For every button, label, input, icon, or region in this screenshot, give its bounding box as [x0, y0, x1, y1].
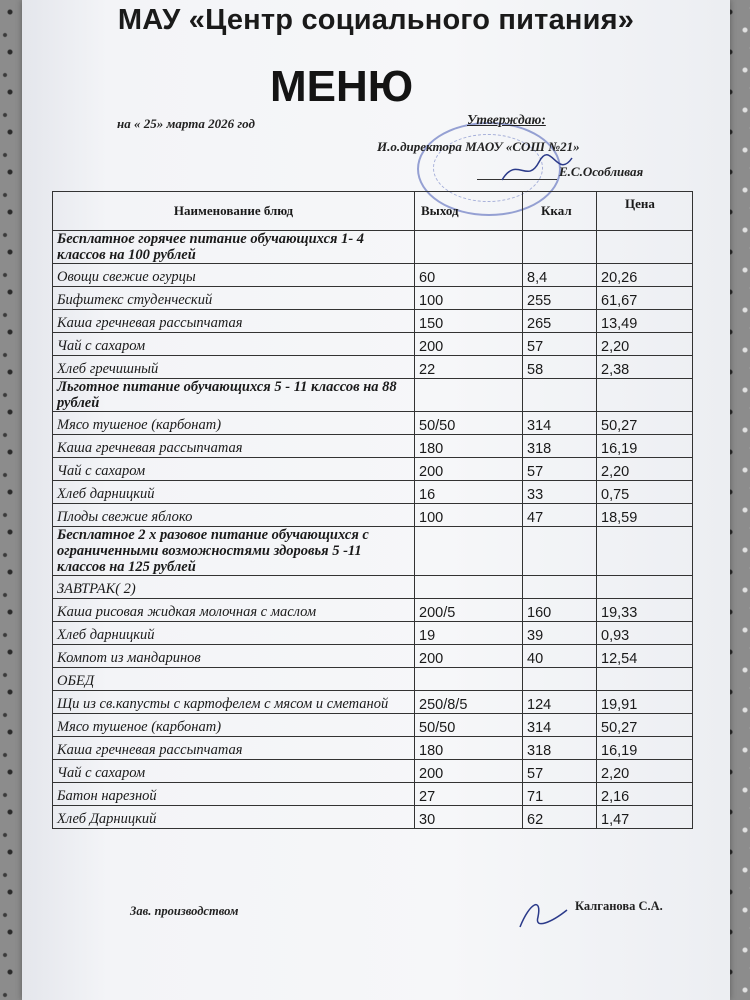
table-row	[53, 310, 693, 333]
dish-name: Каша гречневая рассыпчатая	[53, 310, 415, 333]
dish-output: 100	[415, 287, 523, 310]
table-row	[53, 287, 693, 310]
dish-kcal: 33	[523, 481, 597, 504]
dish-price: 18,59	[597, 504, 693, 527]
manager-signature	[512, 892, 572, 932]
dish-price: 16,19	[597, 737, 693, 760]
table-header-row	[53, 192, 693, 231]
menu-date: на « 25» марта 2026 год	[117, 116, 255, 131]
dish-name: Хлеб дарницкий	[53, 481, 415, 504]
empty-cell	[415, 527, 523, 576]
dish-kcal: 124	[523, 691, 597, 714]
dish-kcal: 39	[523, 622, 597, 645]
table-row	[53, 458, 693, 481]
dish-output: 200	[415, 760, 523, 783]
dish-name: Хлеб Дарницкий	[53, 806, 415, 829]
dish-price: 0,75	[597, 481, 693, 504]
empty-cell	[415, 576, 523, 599]
dish-output: 150	[415, 310, 523, 333]
footer-role: Зав. производством	[130, 904, 239, 918]
table-row	[53, 356, 693, 379]
section-title: Бесплатное 2 х разовое питание обучающихся с ограниченными возможностями здоровья 5 -11 классов на 125 рублей	[53, 527, 415, 576]
meal-subhead-row	[53, 668, 693, 691]
empty-cell	[597, 576, 693, 599]
dish-price: 19,33	[597, 599, 693, 622]
dish-output: 16	[415, 481, 523, 504]
dish-kcal: 40	[523, 645, 597, 668]
empty-cell	[523, 231, 597, 264]
dish-kcal: 57	[523, 760, 597, 783]
dish-name: Овощи свежие огурцы	[53, 264, 415, 287]
dish-output: 19	[415, 622, 523, 645]
empty-cell	[597, 379, 693, 412]
section-row	[53, 527, 693, 576]
dish-price: 2,20	[597, 458, 693, 481]
director-title: И.о.директора МАОУ «СОШ №21»	[377, 139, 580, 154]
director-signature	[497, 150, 577, 190]
meal-subhead: ЗАВТРАК( 2)	[53, 576, 415, 599]
dish-output: 50/50	[415, 714, 523, 737]
dish-price: 2,16	[597, 783, 693, 806]
empty-cell	[597, 231, 693, 264]
dish-price: 12,54	[597, 645, 693, 668]
dish-name: Хлеб дарницкий	[53, 622, 415, 645]
dish-name: Щи из св.капусты с картофелем с мясом и сметаной	[53, 691, 415, 714]
table-row	[53, 622, 693, 645]
table-row	[53, 264, 693, 287]
dish-output: 200	[415, 458, 523, 481]
dish-output: 200	[415, 645, 523, 668]
dish-name: Каша гречневая рассыпчатая	[53, 737, 415, 760]
table-row	[53, 806, 693, 829]
dish-price: 19,91	[597, 691, 693, 714]
dish-kcal: 265	[523, 310, 597, 333]
empty-cell	[415, 379, 523, 412]
dish-output: 27	[415, 783, 523, 806]
table-row	[53, 599, 693, 622]
dish-price: 20,26	[597, 264, 693, 287]
section-row	[53, 379, 693, 412]
empty-cell	[597, 527, 693, 576]
menu-sheet	[22, 0, 730, 1000]
dish-name: Компот из мандаринов	[53, 645, 415, 668]
dish-output: 250/8/5	[415, 691, 523, 714]
dish-output: 60	[415, 264, 523, 287]
table-row	[53, 714, 693, 737]
table-row	[53, 504, 693, 527]
empty-cell	[597, 668, 693, 691]
column-header-name: Наименование блюд	[53, 192, 415, 231]
approval-label: Утверждаю:	[467, 112, 546, 127]
approver-name: Е.С.Особливая	[559, 164, 644, 179]
dish-output: 30	[415, 806, 523, 829]
dish-kcal: 8,4	[523, 264, 597, 287]
section-row	[53, 231, 693, 264]
dish-output: 180	[415, 435, 523, 458]
column-header-price: Цена	[597, 192, 693, 231]
dish-output: 100	[415, 504, 523, 527]
dish-kcal: 255	[523, 287, 597, 310]
dish-name: Мясо тушеное (карбонат)	[53, 714, 415, 737]
section-title: Бесплатное горячее питание обучающихся 1- 4 классов на 100 рублей	[53, 231, 415, 264]
dish-price: 2,38	[597, 356, 693, 379]
meal-subhead: ОБЕД	[53, 668, 415, 691]
dish-name: Чай с сахаром	[53, 333, 415, 356]
table-row	[53, 435, 693, 458]
dish-kcal: 318	[523, 737, 597, 760]
dish-kcal: 58	[523, 356, 597, 379]
dish-output: 200/5	[415, 599, 523, 622]
column-header-output: Выход	[415, 192, 523, 231]
dish-price: 1,47	[597, 806, 693, 829]
dish-kcal: 47	[523, 504, 597, 527]
dish-price: 61,67	[597, 287, 693, 310]
dish-name: Мясо тушеное (карбонат)	[53, 412, 415, 435]
menu-title: МЕНЮ	[270, 62, 414, 111]
dish-name: Плоды свежие яблоко	[53, 504, 415, 527]
dish-kcal: 314	[523, 412, 597, 435]
dish-kcal: 57	[523, 333, 597, 356]
table-row	[53, 691, 693, 714]
dish-kcal: 318	[523, 435, 597, 458]
dish-kcal: 57	[523, 458, 597, 481]
dish-price: 0,93	[597, 622, 693, 645]
dish-output: 180	[415, 737, 523, 760]
dish-price: 50,27	[597, 714, 693, 737]
empty-cell	[523, 379, 597, 412]
table-row	[53, 783, 693, 806]
dish-price: 13,49	[597, 310, 693, 333]
menu-table	[52, 191, 693, 829]
table-row	[53, 645, 693, 668]
dish-name: Батон нарезной	[53, 783, 415, 806]
empty-cell	[415, 231, 523, 264]
dish-price: 50,27	[597, 412, 693, 435]
table-row	[53, 412, 693, 435]
dish-output: 22	[415, 356, 523, 379]
dish-name: Каша рисовая жидкая молочная с маслом	[53, 599, 415, 622]
dish-price: 2,20	[597, 760, 693, 783]
empty-cell	[523, 576, 597, 599]
column-header-kcal: Ккал	[523, 192, 597, 231]
empty-cell	[523, 527, 597, 576]
footer-name: Калганова С.А.	[575, 899, 663, 913]
dish-name: Чай с сахаром	[53, 458, 415, 481]
dish-name: Хлеб гречишный	[53, 356, 415, 379]
section-title: Льготное питание обучающихся 5 - 11 классов на 88 рублей	[53, 379, 415, 412]
dish-kcal: 62	[523, 806, 597, 829]
dish-kcal: 314	[523, 714, 597, 737]
table-row	[53, 737, 693, 760]
table-row	[53, 760, 693, 783]
organization-title: МАУ «Центр социального питания»	[117, 4, 635, 36]
dish-name: Каша гречневая рассыпчатая	[53, 435, 415, 458]
dish-price: 16,19	[597, 435, 693, 458]
table-row	[53, 481, 693, 504]
dish-name: Чай с сахаром	[53, 760, 415, 783]
empty-cell	[415, 668, 523, 691]
dish-output: 50/50	[415, 412, 523, 435]
table-row	[53, 333, 693, 356]
empty-cell	[523, 668, 597, 691]
dish-kcal: 71	[523, 783, 597, 806]
dish-name: Бифштекс студенческий	[53, 287, 415, 310]
dish-kcal: 160	[523, 599, 597, 622]
dish-output: 200	[415, 333, 523, 356]
meal-subhead-row	[53, 576, 693, 599]
dish-price: 2,20	[597, 333, 693, 356]
